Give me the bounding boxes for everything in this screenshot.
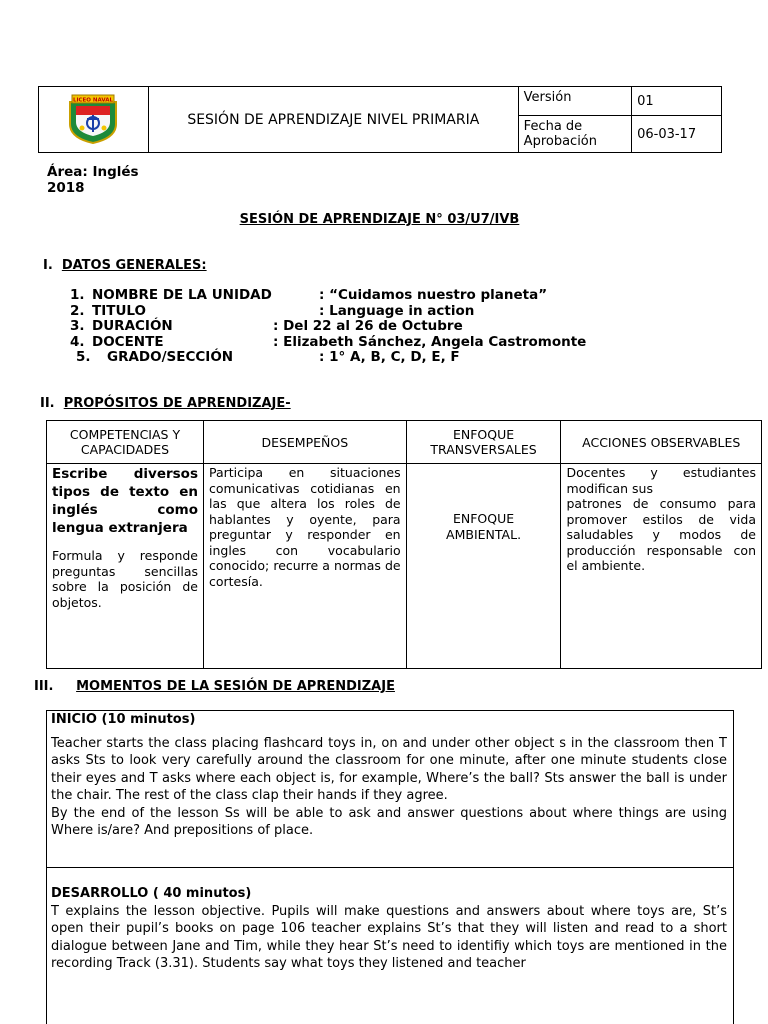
general-data-list xyxy=(0,288,768,366)
version-label: Versión xyxy=(518,87,631,116)
logo-cell xyxy=(39,87,149,153)
section-3-heading: III. MOMENTOS DE LA SESIÓN DE APRENDIZAJE xyxy=(34,679,395,694)
approval-value: 06-03-17 xyxy=(632,116,722,153)
inicio-paragraph-1: Teacher starts the class placing flashcard toys in, on and under other object s in the classroom then T asks Sts to look very carefully around the classroom for one minute, after one minute students close their eyes and T asks where each object is, for example, Where’s the ball? Sts answer the ball is under the chair. The rest of the class clap their hands if they agree. xyxy=(51,735,727,803)
area-year: 2018 xyxy=(47,180,85,196)
section-2-heading: II. PROPÓSITOS DE APRENDIZAJE- xyxy=(40,396,291,411)
area-subject: Área: Inglés xyxy=(47,164,139,180)
general-data-item: 5. GRADO/SECCIÓN : 1° A, B, C, D, E, F xyxy=(76,349,460,365)
purposes-table xyxy=(46,420,762,669)
area-block xyxy=(47,164,139,196)
enfoque-value: ENFOQUE AMBIENTAL. xyxy=(446,511,522,542)
general-data-item: 3. DURACIÓN : Del 22 al 26 de Octubre xyxy=(70,318,463,334)
desarrollo-paragraph-1: T explains the lesson objective. Pupils will make questions and answers about where toys are, St’s open their pupil’s books on page 106 teacher explains St’s that they will listen and read to a short dialogue between Jane and Tim, while they hear St’s need to identifiy which toys are mentioned in the recording Track (3.31). Students say what toys they listened and teacher xyxy=(51,903,727,971)
competencia-capacidad: Formula y responde preguntas sencillas sobre la posición de objetos. xyxy=(52,548,198,610)
col-header-desempenos: DESEMPEÑOS xyxy=(204,421,407,464)
desempenos-cell: Participa en situaciones comunicativas cotidianas en las que altera los roles de hablantes y oyente, para preguntar y responder en ingles con vocabulario conocido; recurre a normas de cortesía. xyxy=(204,464,407,669)
section-divider xyxy=(47,867,733,868)
session-title: SESIÓN DE APRENDIZAJE N° 03/U7/IVB xyxy=(239,212,520,227)
general-data-item: 1. NOMBRE DE LA UNIDAD : “Cuidamos nuestro planeta” xyxy=(70,287,548,303)
school-crest-logo xyxy=(66,92,120,144)
col-header-enfoque: ENFOQUE TRANSVERSALES xyxy=(406,421,561,464)
inicio-block xyxy=(51,711,727,840)
approval-label: Fecha de Aprobación xyxy=(518,116,631,153)
competencia-main: Escribe diversos tipos de texto en inglés como lengua extranjera xyxy=(52,466,198,536)
version-value: 01 xyxy=(632,87,722,116)
inicio-paragraph-2: By the end of the lesson Ss will be able to ask and answer questions about where things are using Where is/are? And prepositions of place. xyxy=(51,805,727,838)
svg-text:LICEO NAVAL: LICEO NAVAL xyxy=(73,97,114,103)
competencias-cell xyxy=(47,464,204,669)
inicio-title: INICIO (10 minutos) xyxy=(51,712,196,727)
enfoque-cell xyxy=(406,464,561,669)
acciones-text-2: patrones de consumo para promover estilos de vida saludables y modos de producción responsable con el ambiente. xyxy=(566,496,756,573)
section-1-heading: I. DATOS GENERALES: xyxy=(43,258,207,273)
moments-box xyxy=(46,710,734,1024)
header-table xyxy=(38,86,722,153)
document-title: SESIÓN DE APRENDIZAJE NIVEL PRIMARIA xyxy=(148,87,518,153)
desarrollo-title: DESARROLLO ( 40 minutos) xyxy=(51,886,252,901)
acciones-cell xyxy=(561,464,762,669)
acciones-text-1: Docentes y estudiantes modifican sus xyxy=(566,465,756,496)
col-header-acciones: ACCIONES OBSERVABLES xyxy=(561,421,762,464)
general-data-item: 4. DOCENTE : Elizabeth Sánchez, Angela Castromonte xyxy=(70,333,587,350)
desarrollo-block xyxy=(51,885,727,973)
col-header-competencias: COMPETENCIAS Y CAPACIDADES xyxy=(47,421,204,464)
general-data-item: 2. TITULO : Language in action xyxy=(70,302,475,319)
